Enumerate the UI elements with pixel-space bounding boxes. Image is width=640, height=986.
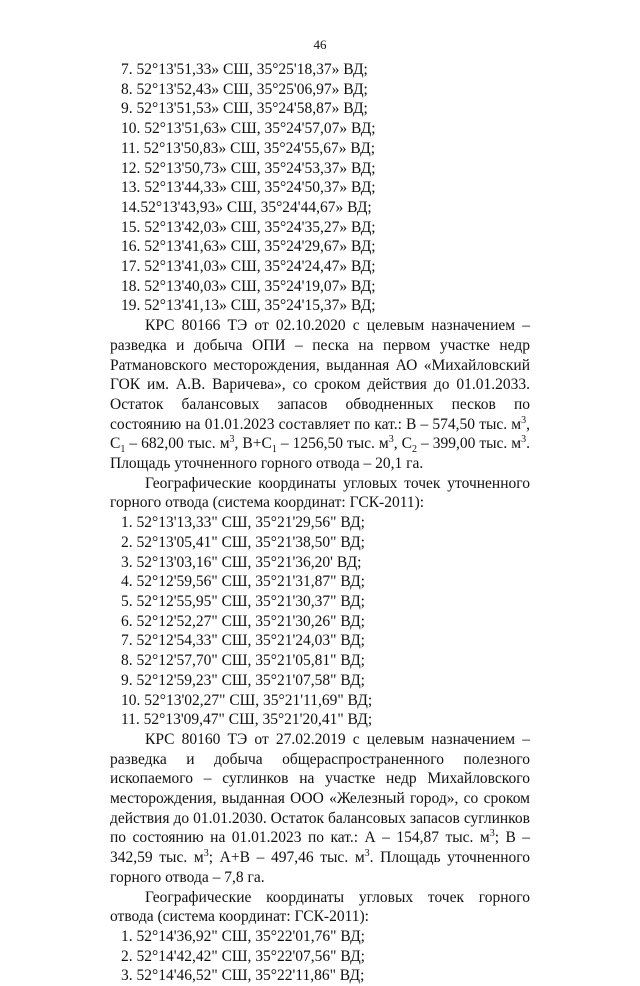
superscript: 3 xyxy=(229,434,235,446)
coordinate-line: 14.52°13'43,93» СШ, 35°24'44,67» ВД; xyxy=(121,198,372,216)
coordinate-list-2 xyxy=(110,513,530,730)
superscript: 3 xyxy=(203,847,209,859)
coordinate-line: 10. 52°13'51,63» СШ, 35°24'57,07» ВД; xyxy=(121,120,376,138)
paragraph-text: – 1256,50 тыс. м xyxy=(276,435,389,453)
coordinate-line: 6. 52°12'52,27" СШ, 35°21'30,26" ВД; xyxy=(121,612,365,630)
paragraph-text: КРС 80166 ТЭ от 02.10.2020 с целевым назначением – разведка и добыча ОПИ – песка на первом участке недр Ратмановского месторождения, выданная АО «Михайловский ГОК им. А.В. Варичева», со сроком действия до 01.01.2033. Остаток балансовых запасов обводненных песков по состоянию на 01.01.2023 составляет по кат.: В – 574,50 тыс. м xyxy=(110,317,530,433)
coordinate-line: 1. 52°13'13,33" СШ, 35°21'29,56" ВД; xyxy=(121,514,365,532)
coordinate-line: 1. 52°14'36,92" СШ, 35°22'01,76" ВД; xyxy=(121,927,365,945)
superscript: 3 xyxy=(521,414,527,426)
coordinate-line: 7. 52°13'51,33» СШ, 35°25'18,37» ВД; xyxy=(121,61,368,78)
coordinate-line: 10. 52°13'02,27" СШ, 35°21'11,69" ВД; xyxy=(121,691,373,709)
subscript: 1 xyxy=(271,444,277,456)
coordinate-line: 3. 52°14'46,52" СШ, 35°22'11,86" ВД; xyxy=(121,967,365,985)
coordinate-line: 15. 52°13'42,03» СШ, 35°24'35,27» ВД; xyxy=(121,218,376,236)
coordinate-line: 9. 52°13'51,53» СШ, 35°24'58,87» ВД; xyxy=(121,100,368,118)
coordinate-line: 5. 52°12'55,95" СШ, 35°21'30,37" ВД; xyxy=(121,592,365,610)
superscript: 3 xyxy=(388,434,394,446)
page-number: 46 xyxy=(313,37,327,52)
coordinate-list-1 xyxy=(110,60,530,316)
coordinate-line: 12. 52°13'50,73» СШ, 35°24'53,37» ВД; xyxy=(121,159,376,177)
coordinate-line: 9. 52°12'59,23" СШ, 35°21'07,58" ВД; xyxy=(121,671,365,689)
coordinate-line: 8. 52°13'52,43» СШ, 35°25'06,97» ВД; xyxy=(121,80,368,98)
coordinate-line: 11. 52°13'09,47" СШ, 35°21'20,41" ВД; xyxy=(121,711,373,729)
license-paragraph-1 xyxy=(110,316,530,474)
paragraph-text: , С xyxy=(393,435,412,453)
subscript: 2 xyxy=(411,444,417,456)
coordinate-line: 2. 52°13'05,41" СШ, 35°21'38,50" ВД; xyxy=(121,533,365,551)
coordinate-line: 16. 52°13'41,63» СШ, 35°24'29,67» ВД; xyxy=(121,238,376,256)
superscript: 3 xyxy=(364,847,370,859)
coordinate-line: 7. 52°12'54,33" СШ, 35°21'24,03" ВД; xyxy=(121,632,365,650)
superscript: 3 xyxy=(489,828,495,840)
paragraph-text: – 399,00 тыс. м xyxy=(416,435,522,453)
coordinate-line: 19. 52°13'41,13» СШ, 35°24'15,37» ВД; xyxy=(121,297,376,315)
coordinate-line: 3. 52°13'03,16" СШ, 35°21'36,20' ВД; xyxy=(121,553,362,571)
paragraph-text: . Площадь уточненного горного отвода – 20,1 га. xyxy=(110,435,530,473)
paragraph-text: КРС 80160 ТЭ от 27.02.2019 с целевым назначением – разведка и добыча общераспространенного полезного ископаемого – суглинков на участке недр Михайловского месторождения, выданная ООО «Железный город», со сроком действия до 01.01.2030. Остаток балансовых запасов суглинков по состоянию на 01.01.2023 по кат.: А – 154,87 тыс. м xyxy=(110,730,530,847)
subscript: 1 xyxy=(120,444,126,456)
paragraph-text: , С xyxy=(110,415,530,453)
paragraph-text: – 682,00 тыс. м xyxy=(125,435,230,453)
coordinate-line: 17. 52°13'41,03» СШ, 35°24'24,47» ВД; xyxy=(121,258,376,276)
coordinate-list-3 xyxy=(110,927,530,986)
paragraph-text: ; В – 342,59 тыс. м xyxy=(110,829,530,867)
paragraph-text: , В+С xyxy=(234,435,272,453)
coordinate-line: 8. 52°12'57,70" СШ, 35°21'05,81" ВД; xyxy=(121,652,365,670)
paragraph-text: . Площадь уточненного горного отвода – 7,8 га. xyxy=(110,849,530,886)
coordinate-line: 11. 52°13'50,83» СШ, 35°24'55,67» ВД; xyxy=(121,139,376,157)
document-body xyxy=(110,60,530,986)
coordinate-line: 2. 52°14'42,42" СШ, 35°22'07,56" ВД; xyxy=(121,947,365,965)
coordinates-heading-2: Географические координаты угловых точек горного отвода (система координат: ГСК-2011): xyxy=(110,888,530,926)
coordinates-heading-1: Географические координаты угловых точек уточненного горного отвода (система координат: ГСК-2011): xyxy=(110,474,530,512)
superscript: 3 xyxy=(521,434,527,446)
coordinate-line: 4. 52°12'59,56" СШ, 35°21'31,87" ВД; xyxy=(121,573,365,591)
paragraph-text: ; А+В – 497,46 тыс. м xyxy=(208,849,365,867)
coordinate-line: 18. 52°13'40,03» СШ, 35°24'19,07» ВД; xyxy=(121,277,376,295)
license-paragraph-2 xyxy=(110,730,530,888)
coordinate-line: 13. 52°13'44,33» СШ, 35°24'50,37» ВД; xyxy=(121,179,376,197)
